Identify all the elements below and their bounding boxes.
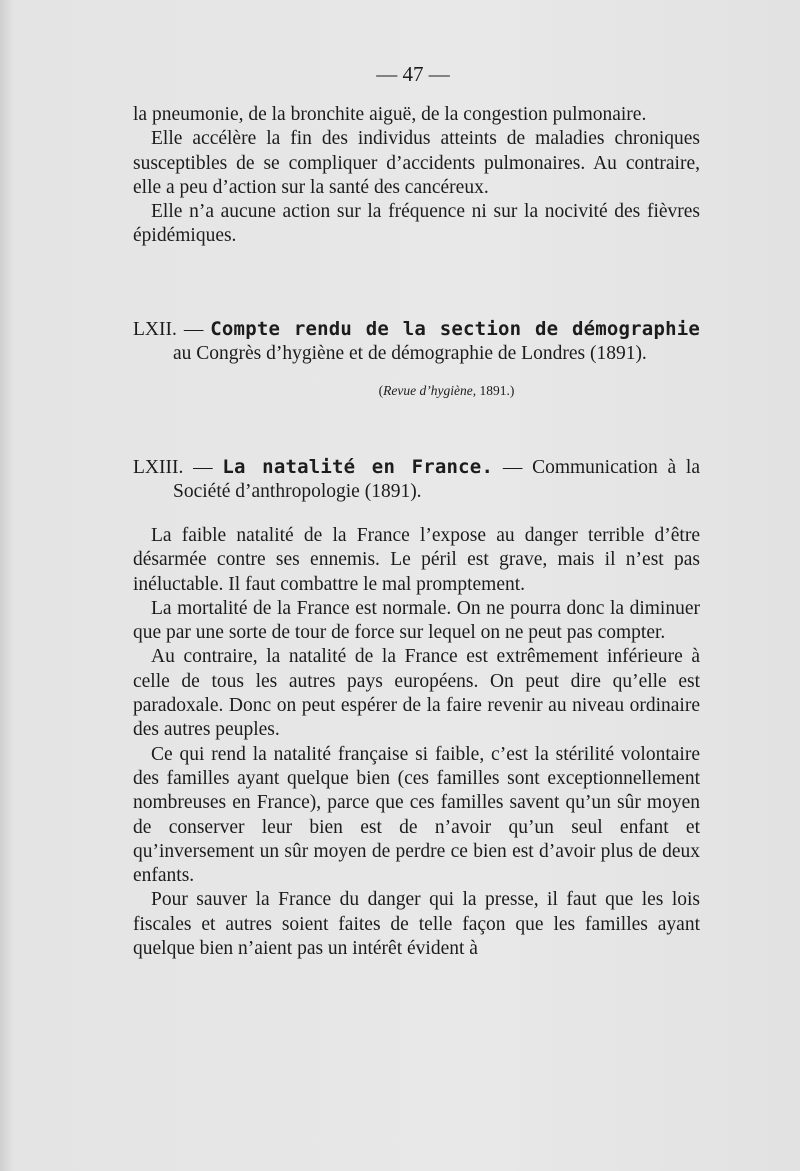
entry-title: Compte rendu de la section de démographie — [210, 318, 700, 340]
entry-heading — [133, 317, 700, 367]
journal-title: Revue d’hygiène — [383, 382, 473, 398]
entry-number: LXIII. — — [133, 457, 223, 478]
paragraph: Ce qui rend la natalité française si faible, c’est la stérilité volontaire des familles ayant quelque bien (ces familles sont exceptionnellement nombreuses en France), parce que ces familles savent qu’un sûr moyen de conserver leur bien est de n’avoir qu’un seul enfant et qu’inversement un sûr moyen de perdre ce bien est d’avoir plus de deux enfants. — [133, 743, 700, 887]
paragraph: Elle accélère la fin des individus atteints de maladies chroniques susceptibles de se compliquer d’accidents pulmonaires. Au contraire, elle a peu d’action sur la santé des cancéreux. — [133, 128, 700, 198]
entry-lxii — [133, 317, 700, 403]
entry-description: — Communication à la Société d’anthropologie (1891). — [173, 457, 700, 503]
paragraph: la pneumonie, de la bronchite aiguë, de la congestion pulmonaire. — [133, 104, 647, 125]
paragraph: Au contraire, la natalité de la France est extrêmement inférieure à celle de tous les autres pays européens. On peut dire qu’elle est paradoxale. Donc on peut espérer de la faire revenir au niveau ordinaire des autres peuples. — [133, 646, 700, 741]
entry-heading — [133, 455, 700, 505]
entry-number: LXII. — — [133, 319, 211, 340]
paragraph: La faible natalité de la France l’expose au danger terrible d’être désarmée contre ses ennemis. Le péril est grave, mais il n’est pas inéluctable. Il faut combattre le mal promptement. — [133, 525, 700, 595]
entry-source: (Revue d’hygiène, 1891.) — [378, 382, 515, 398]
paragraph: Elle n’a aucune action sur la fréquence ni sur la nocivité des fièvres épidémiques. — [133, 201, 700, 247]
intro-text — [133, 103, 700, 249]
paragraph: La mortalité de la France est normale. On ne pourra donc la diminuer que par une sorte de tour de force sur lequel on ne peut pas compter. — [133, 597, 700, 644]
entry-lxiii — [133, 455, 700, 505]
entry-description: au Congrès d’hygiène et de démographie de Londres (1891). — [173, 343, 647, 365]
entry-title: La natalité en France. — [222, 456, 494, 478]
body-text — [133, 524, 700, 961]
page-number: — 47 — — [376, 62, 450, 86]
paragraph: Pour sauver la France du danger qui la presse, il faut que les lois fiscales et autres soient faites de telle façon que les familles ayant quelque bien n’aient pas un intérêt évident à — [133, 889, 700, 960]
